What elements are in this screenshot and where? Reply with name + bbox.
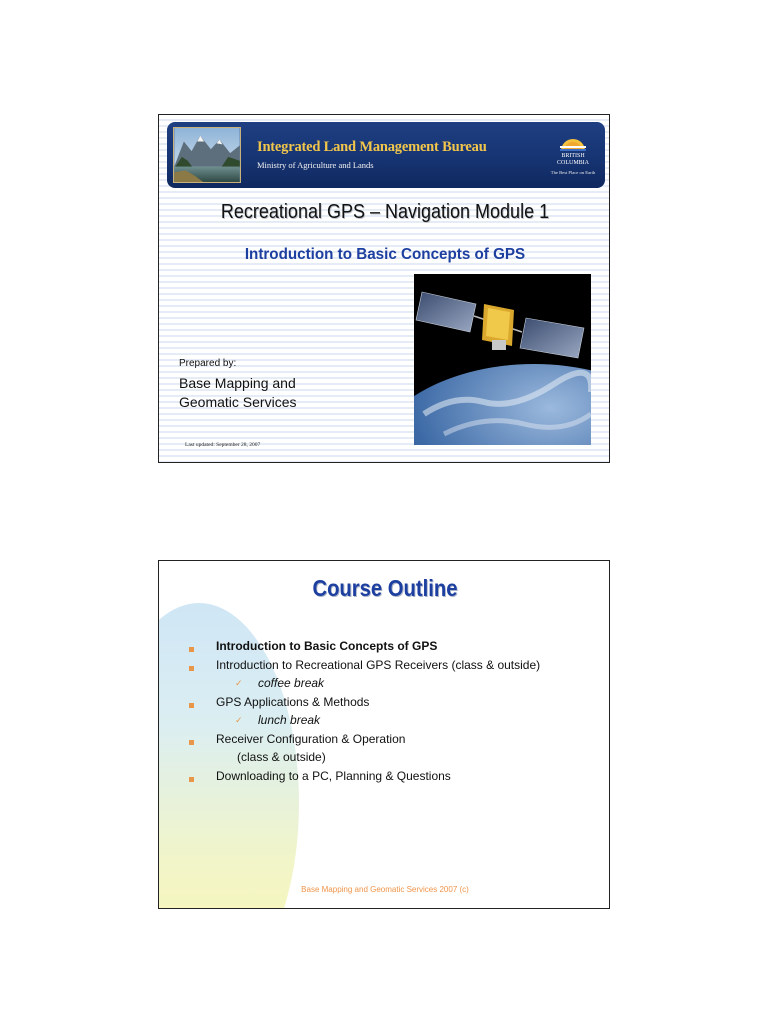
bc-logo-line2: COLUMBIA: [556, 160, 589, 166]
checkmark-icon: ✓: [235, 678, 243, 688]
last-updated: Last updated: September 28, 2007: [185, 442, 261, 448]
list-item: Receiver Configuration & Operation: [216, 732, 406, 746]
title-slide: [158, 114, 610, 463]
checkmark-icon: ✓: [235, 715, 243, 725]
prepared-by-line: Base Mapping and: [179, 375, 296, 391]
list-item: Introduction to Basic Concepts of GPS: [216, 639, 438, 653]
bullet-icon: [189, 666, 194, 671]
bureau-name: Integrated Land Management Bureau: [257, 139, 487, 155]
prepared-by-line: Geomatic Services: [179, 394, 297, 410]
slide-subtitle: Introduction to Basic Concepts of GPS: [244, 246, 526, 263]
bc-logo-tagline: The Best Place on Earth: [550, 170, 596, 175]
list-item: Downloading to a PC, Planning & Questions: [216, 769, 451, 783]
mountain-lake-photo: [173, 127, 241, 183]
course-outline-slide: [158, 560, 610, 909]
list-item: GPS Applications & Methods: [216, 695, 370, 709]
sub-item: lunch break: [258, 713, 321, 727]
bullet-icon: [189, 647, 194, 652]
slide-footer: Base Mapping and Geomatic Services 2007 (c): [301, 885, 469, 894]
bullet-icon: [189, 777, 194, 782]
prepared-by-label: Prepared by:: [179, 358, 237, 369]
outline-list: [159, 638, 610, 868]
list-item: Introduction to Recreational GPS Receivers (class & outside): [216, 658, 541, 672]
header-banner: [167, 122, 605, 188]
bc-logo-line1: BRITISH: [561, 153, 585, 159]
bullet-icon: [189, 740, 194, 745]
sub-item: coffee break: [258, 676, 325, 690]
ministry-name: Ministry of Agriculture and Lands: [257, 160, 374, 170]
bullet-icon: [189, 703, 194, 708]
sun-logo-icon: [560, 132, 586, 152]
slide-title: Recreational GPS – Navigation Module 1: [220, 201, 550, 223]
list-item-continuation: (class & outside): [237, 750, 326, 764]
slide-title: Course Outline: [312, 575, 458, 601]
gps-satellite-photo: [414, 274, 591, 445]
bc-logo: [547, 132, 599, 182]
